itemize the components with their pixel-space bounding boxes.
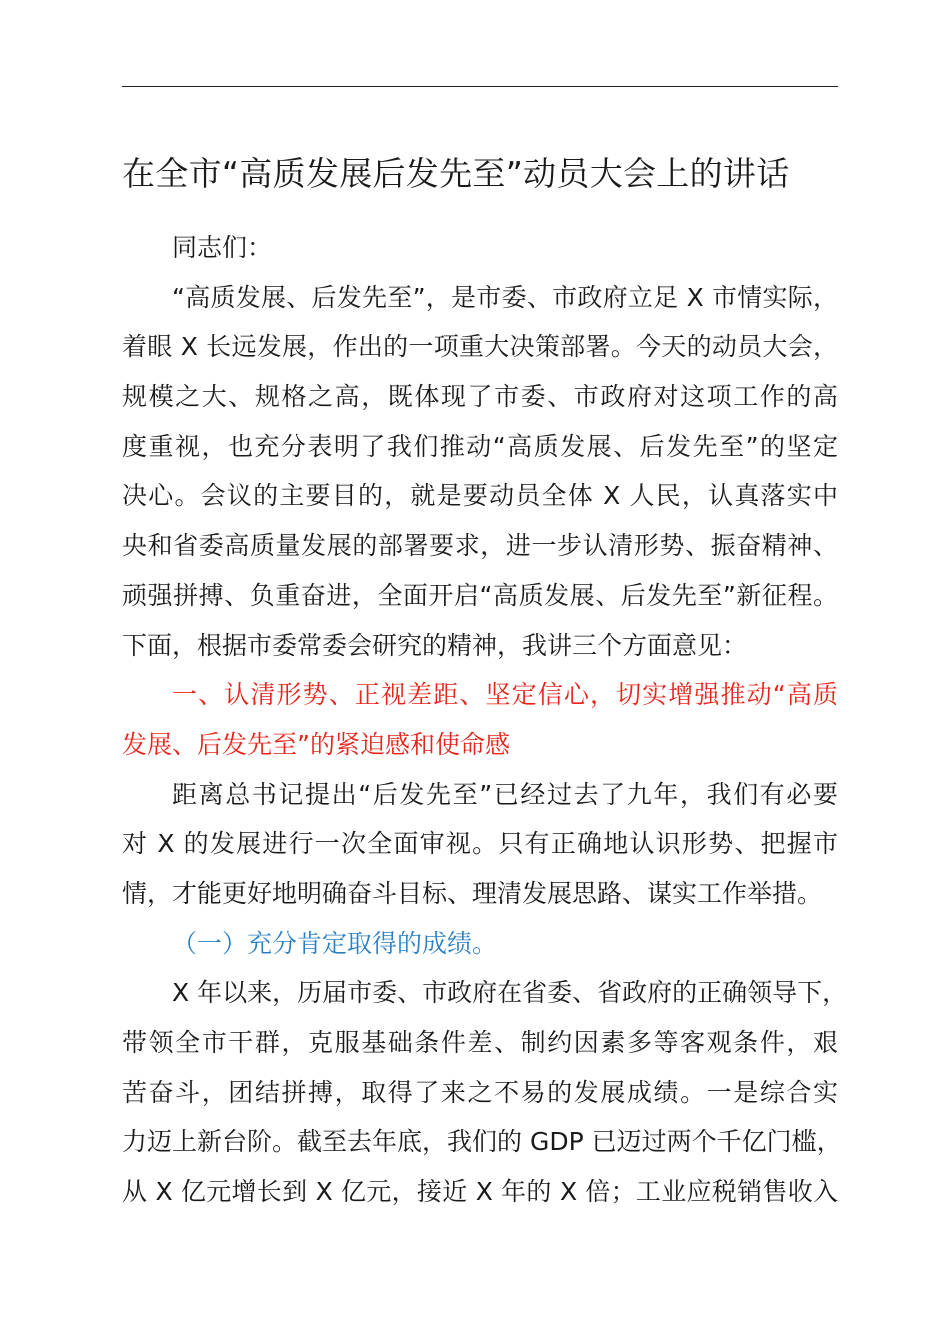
body-line: 顽强拼搏、负重奋进，全面开启“高质发展、后发先至”新征程。 [122, 580, 838, 610]
document-title: 在全市“高质发展后发先至”动员大会上的讲话 [122, 154, 790, 193]
body-line: 距离总书记提出“后发先至”已经过去了九年，我们有必要 [172, 779, 838, 809]
body-line: 对 X 的发展进行一次全面审视。只有正确地认识形势、把握市 [122, 829, 838, 859]
body-line: （一）充分肯定取得的成绩。 [172, 928, 498, 958]
body-line: 苦奋斗，团结拼搏，取得了来之不易的发展成绩。一是综合实 [122, 1077, 838, 1107]
body-line: 一、认清形势、正视差距、坚定信心，切实增强推动“高质 [172, 680, 838, 710]
body-line: 着眼 X 长远发展，作出的一项重大决策部署。今天的动员大会， [122, 332, 838, 362]
document-body [122, 223, 848, 1217]
body-line: 同志们： [172, 233, 273, 262]
body-line: 规模之大、规格之高，既体现了市委、市政府对这项工作的高 [122, 382, 838, 412]
body-line: 带领全市干群，克服基础条件差、制约因素多等客观条件，艰 [122, 1028, 838, 1057]
body-line: X 年以来，历届市委、市政府在省委、省政府的正确领导下， [172, 978, 848, 1008]
body-line: 决心。会议的主要目的，就是要动员全体 X 人民，认真落实中 [122, 481, 838, 511]
body-line: 度重视，也充分表明了我们推动“高质发展、后发先至”的坚定 [122, 431, 838, 461]
body-line: 下面，根据市委常委会研究的精神，我讲三个方面意见： [122, 630, 748, 660]
body-line: 发展、后发先至”的紧迫感和使命感 [122, 729, 510, 759]
body-line: 力迈上新台阶。截至去年底，我们的 GDP 已迈过两个千亿门槛， [122, 1127, 842, 1157]
body-line: 央和省委高质量发展的部署要求，进一步认清形势、振奋精神、 [122, 531, 838, 561]
header-rule [122, 86, 838, 87]
body-line: 情，才能更好地明确奋斗目标、理清发展思路、谋实工作举措。 [122, 878, 823, 908]
body-line: 从 X 亿元增长到 X 亿元，接近 X 年的 X 倍；工业应税销售收入 [122, 1177, 838, 1207]
body-line: “高质发展、后发先至”，是市委、市政府立足 X 市情实际， [172, 282, 838, 312]
